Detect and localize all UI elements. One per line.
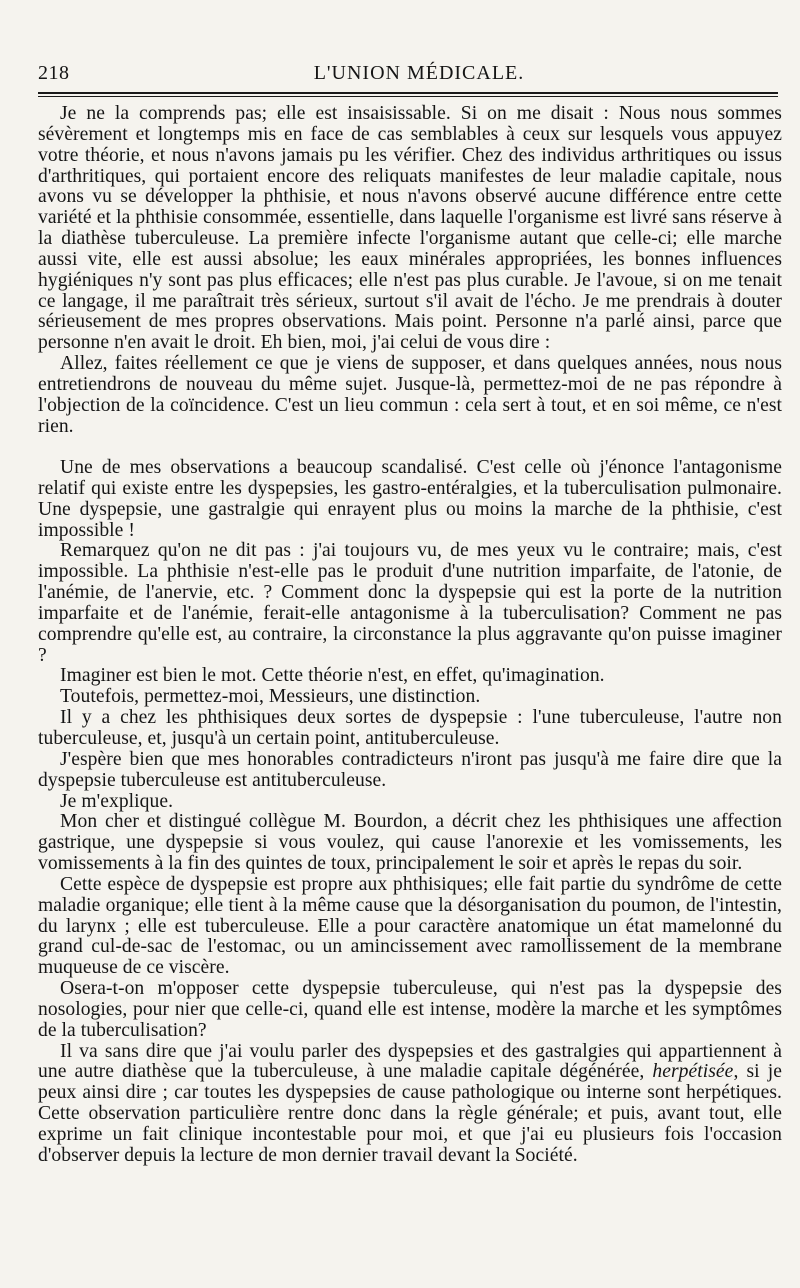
page-header xyxy=(38,58,780,90)
body-text xyxy=(38,104,782,1167)
paragraph: Remarquez qu'on ne dit pas : j'ai toujours vu, de mes yeux vu le contraire; mais, c'est impossible. La phthisie n'est-elle pas le produit d'une nutrition imparfaite, de l'atonie, de l'anémie, de l'anervie, etc. ? Comment donc la dyspepsie qui est la porte de la nutrition imparfaite et de l'anémie, ferait-elle antagonisme à la tuberculisation? Comment ne pas comprendre qu'elle est, au contraire, la circonstance la plus aggravante qu'on puisse imaginer ? xyxy=(38,540,782,666)
paragraph: Cette espèce de dyspepsie est propre aux phthisiques; elle fait partie du syndrôme de cette maladie organique; elle tient à la même cause que la désorganisation du poumon, de l'intestin, du larynx ; elle est tuberculeuse. Elle a pour caractère anatomique un état mamelonné du grand cul-de-sac de l'estomac, ou un amincissement avec ramollissement de la membrane muqueuse de ce viscère. xyxy=(38,873,782,979)
paragraph: Je ne la comprends pas; elle est insaisissable. Si on me disait : Nous nous sommes sévèrement et longtemps mis en face de cas semblables à ceux sur lesquels vous appuyez votre théorie, et nous n'avons jamais pu les vérifier. Chez des individus arthritiques ou issus d'arthritiques, qui portaient encore des reliquats manifestes de leur maladie capitale, nous avons vu se développer la phthisie, et nous n'avons observé aucune différence entre cette variété et la phthisie consommée, essentielle, dans laquelle l'organisme est livré sans réserve à la diathèse tuberculeuse. La première infecte l'organisme autant que celle-ci; elle marche aussi vite, elle est aussi absolue; les eaux minérales appropriées, les bonnes influences hygiéniques n'y sont pas plus efficaces; elle n'est pas plus curable. Je l'avoue, si on me tenait ce langage, il me paraîtrait très sérieux, surtout s'il avait de l'écho. Je me prendrais à douter sérieusement de mes propres observations. Mais point. Personne n'a parlé ainsi, parce que personne n'en avait le droit. Eh bien, moi, j'ai celui de vous dire : xyxy=(38,103,782,354)
paragraph: J'espère bien que mes honorables contradicteurs n'iront pas jusqu'à me faire dire que la dyspepsie tuberculeuse est antituberculeuse. xyxy=(38,748,782,791)
paragraph: Allez, faites réellement ce que je viens de supposer, et dans quelques années, nous nous entretiendrons de nouveau du même sujet. Jusque-là, permettez-moi de ne pas répondre à l'objection de la coïncidence. C'est un lieu commun : cela sert à tout, et en soi même, ce n'est rien. xyxy=(38,353,782,437)
header-rule xyxy=(38,92,778,94)
italic-term: herpétisée xyxy=(652,1061,734,1083)
paragraph: Mon cher et distingué collègue M. Bourdon, a décrit chez les phthisiques une affection gastrique, une dyspepsie si vous voulez, qui cause l'anorexie et les vomissements, les vomissements à la fin des quintes de toux, principalement le soir et après le repas du soir. xyxy=(38,811,782,875)
running-title: L'UNION MÉDICALE. xyxy=(313,62,525,84)
paragraph xyxy=(38,1042,782,1167)
paragraph: Une de mes observations a beaucoup scandalisé. C'est celle où j'énonce l'antagonisme relatif qui existe entre les dyspepsies, les gastro-entéralgies, et la tuberculisation pulmonaire. Une dyspepsie, une gastralgie qui enrayent plus ou moins la marche de la phthisie, c'est impossible ! xyxy=(38,457,782,541)
paragraph: Il y a chez les phthisiques deux sortes de dyspepsie : l'une tuberculeuse, l'autre non tuberculeuse, et, jusqu'à un certain point, antituberculeuse. xyxy=(38,707,782,749)
paragraph: Toutefois, permettez-moi, Messieurs, une distinction. xyxy=(60,686,481,708)
paragraph: Osera-t-on m'opposer cette dyspepsie tuberculeuse, qui n'est pas la dyspepsie des nosologies, pour nier que celle-ci, quand elle est intense, modère la marche et les symptômes de la tuberculisation? xyxy=(38,978,782,1041)
page-number: 218 xyxy=(38,62,70,84)
paragraph: Je m'explique. xyxy=(60,790,174,812)
header-rule-thin xyxy=(38,96,778,97)
paragraph-text: Il va sans dire que j'ai voulu parler des dyspepsies et des gastralgies qui appartiennent à une autre diathèse que la tuberculeuse, à une maladie capitale dégénérée, xyxy=(38,1040,782,1083)
paragraph-text: , si je peux ainsi dire ; car toutes les dyspepsies de cause pathologique ou interne sont herpétiques. Cette observation particulière rentre donc dans la règle générale; et puis, avant tout, elle exprime un fait clinique incontestable pour moi, et que j'ai eu plusieurs fois l'occasion d'observer depuis la lecture de mon dernier travail devant la Société. xyxy=(38,1061,782,1166)
paragraph: Imaginer est bien le mot. Cette théorie n'est, en effet, qu'imagination. xyxy=(60,665,605,687)
